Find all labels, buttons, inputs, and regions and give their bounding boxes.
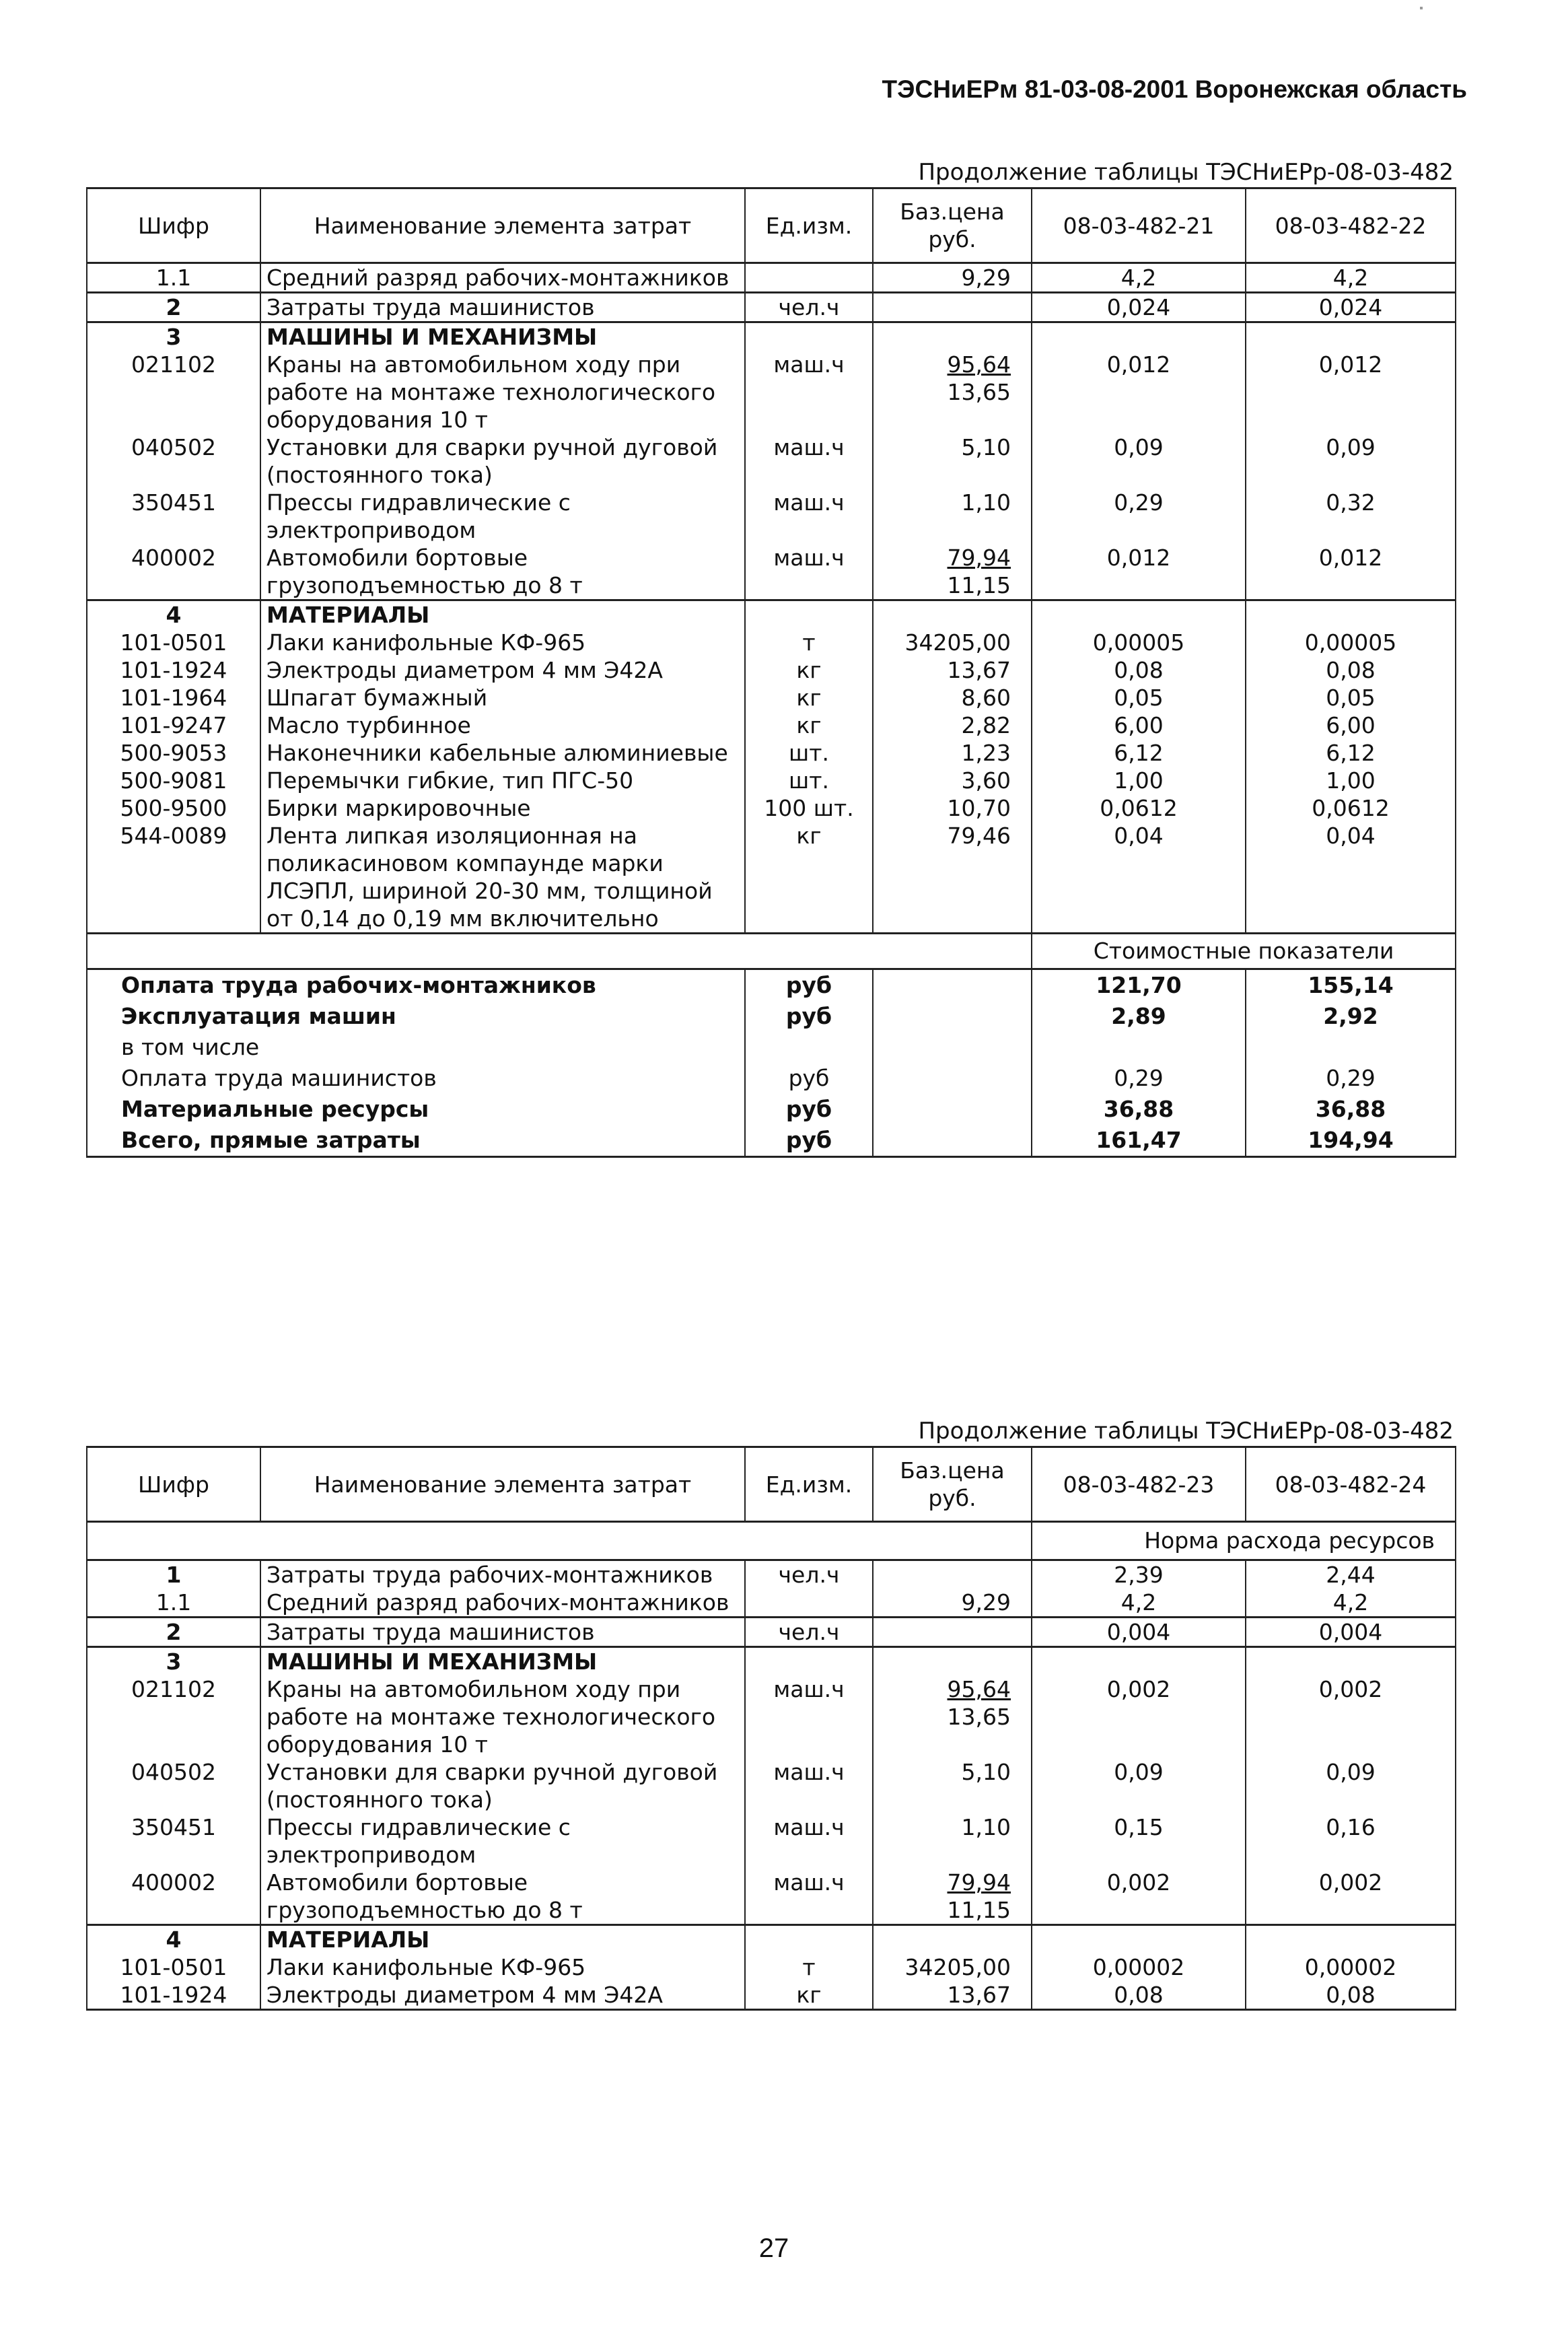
row-unit: маш.ч <box>745 544 873 600</box>
norm-caption-row <box>87 1522 1456 1560</box>
summary-label: Оплата труда рабочих-монтажников <box>87 969 745 1002</box>
summary-value-a: 2,89 <box>1032 1001 1246 1032</box>
row-code: 101-1964 <box>87 684 260 712</box>
row-code: 2 <box>87 1618 260 1647</box>
table-row <box>87 656 1456 684</box>
row-price <box>873 1758 1032 1813</box>
row-price <box>873 794 1032 822</box>
row-unit: кг <box>745 822 873 934</box>
norm-caption: Норма расхода ресурсов <box>1032 1522 1456 1560</box>
summary-empty <box>873 1032 1032 1063</box>
summary-value-b: 36,88 <box>1246 1094 1456 1125</box>
summary-empty <box>873 969 1032 1002</box>
row-unit: кг <box>745 1981 873 2010</box>
row-name: Наконечники кабельные алюминиевые <box>260 739 745 767</box>
row-value-a: 0,29 <box>1032 489 1246 544</box>
price-value: 13,67 <box>947 1982 1011 2008</box>
row-name: Средний разряд рабочих-монтажников <box>260 1589 745 1618</box>
summary-row <box>87 1001 1456 1032</box>
row-price <box>873 433 1032 489</box>
row-value-a: 4,2 <box>1032 1589 1246 1618</box>
summary-row <box>87 1125 1456 1157</box>
row-value-b <box>1246 322 1456 351</box>
row-name: Прессы гидравлические с электроприводом <box>260 489 745 544</box>
row-price <box>873 1560 1032 1589</box>
row-code: 3 <box>87 322 260 351</box>
price-value: 13,67 <box>947 657 1011 683</box>
row-price <box>873 1925 1032 1954</box>
row-value-a: 0,0612 <box>1032 794 1246 822</box>
row-name: Лаки канифольные КФ-965 <box>260 629 745 656</box>
row-code: 500-9053 <box>87 739 260 767</box>
table-row <box>87 712 1456 739</box>
row-value-b: 0,00005 <box>1246 629 1456 656</box>
row-value-b: 0,004 <box>1246 1618 1456 1647</box>
row-code: 2 <box>87 293 260 322</box>
row-value-b: 0,04 <box>1246 822 1456 934</box>
row-value-b: 0,08 <box>1246 656 1456 684</box>
row-unit <box>745 322 873 351</box>
row-name: Установки для сварки ручной дуговой (постоянного тока) <box>260 1758 745 1813</box>
row-name: МАШИНЫ И МЕХАНИЗМЫ <box>260 1647 745 1676</box>
table-row <box>87 629 1456 656</box>
row-code: 101-1924 <box>87 656 260 684</box>
row-value-a <box>1032 1925 1246 1954</box>
row-name: Краны на автомобильном ходу при работе на монтаже технологического оборудования 10 т <box>260 351 745 433</box>
row-unit: чел.ч <box>745 1618 873 1647</box>
row-code: 400002 <box>87 544 260 600</box>
table-row <box>87 293 1456 322</box>
summary-value-b: 0,29 <box>1246 1063 1456 1094</box>
row-value-b: 6,12 <box>1246 739 1456 767</box>
row-code: 101-0501 <box>87 1953 260 1981</box>
price-value: 1,10 <box>961 1814 1011 1840</box>
col-a-header: 08-03-482-23 <box>1032 1447 1246 1522</box>
row-code: 400002 <box>87 1869 260 1925</box>
table-row <box>87 684 1456 712</box>
row-value-a: 4,2 <box>1032 263 1246 293</box>
row-value-b: 0,05 <box>1246 684 1456 712</box>
price-value: 5,10 <box>961 1759 1011 1785</box>
summary-unit: руб <box>745 1001 873 1032</box>
summary-empty <box>873 1063 1032 1094</box>
row-name: Прессы гидравлические с электроприводом <box>260 1813 745 1869</box>
row-name: Затраты труда рабочих-монтажников <box>260 1560 745 1589</box>
row-unit: 100 шт. <box>745 794 873 822</box>
price-value: 34205,00 <box>904 1954 1011 1980</box>
table-row <box>87 351 1456 433</box>
summary-empty <box>873 1094 1032 1125</box>
row-code: 101-9247 <box>87 712 260 739</box>
row-unit: маш.ч <box>745 1813 873 1869</box>
row-value-b: 0,09 <box>1246 433 1456 489</box>
row-value-b: 0,09 <box>1246 1758 1456 1813</box>
row-price <box>873 1981 1032 2010</box>
row-price <box>873 544 1032 600</box>
row-price <box>873 767 1032 794</box>
price-value: 2,82 <box>961 712 1011 738</box>
row-value-b: 1,00 <box>1246 767 1456 794</box>
summary-row <box>87 1032 1456 1063</box>
row-unit <box>745 1925 873 1954</box>
price-value: 9,29 <box>961 265 1011 291</box>
row-code: 1 <box>87 1560 260 1589</box>
summary-value-a <box>1032 1032 1246 1063</box>
row-value-a: 0,012 <box>1032 351 1246 433</box>
row-value-a: 2,39 <box>1032 1560 1246 1589</box>
row-value-a: 0,15 <box>1032 1813 1246 1869</box>
row-code: 4 <box>87 600 260 629</box>
row-value-b: 0,002 <box>1246 1675 1456 1758</box>
row-code: 021102 <box>87 351 260 433</box>
col-b-header: 08-03-482-22 <box>1246 188 1456 263</box>
price-value: 10,70 <box>947 795 1011 821</box>
row-code: 3 <box>87 1647 260 1676</box>
price-value: 79,94 <box>947 545 1011 571</box>
table-row <box>87 600 1456 629</box>
table-row <box>87 322 1456 351</box>
row-unit: шт. <box>745 739 873 767</box>
table-header-row <box>87 1447 1456 1522</box>
row-unit: маш.ч <box>745 433 873 489</box>
summary-empty <box>873 1001 1032 1032</box>
row-unit: кг <box>745 712 873 739</box>
table-row <box>87 822 1456 934</box>
row-value-a: 1,00 <box>1032 767 1246 794</box>
row-name: Лента липкая изоляционная на поликасиновом компаунде марки ЛСЭПЛ, шириной 20-30 мм, толщиной от 0,14 до 0,19 мм включительно <box>260 822 745 934</box>
scan-dot <box>1420 7 1423 9</box>
row-value-a: 0,09 <box>1032 433 1246 489</box>
resource-table-2 <box>86 1446 1456 2011</box>
summary-value-b: 2,92 <box>1246 1001 1456 1032</box>
summary-value-b <box>1246 1032 1456 1063</box>
table-caption-1: Продолжение таблицы ТЭСНиЕРр-08-03-482 <box>918 159 1454 186</box>
row-price <box>873 293 1032 322</box>
summary-value-a: 36,88 <box>1032 1094 1246 1125</box>
table-row <box>87 1981 1456 2010</box>
row-unit: шт. <box>745 767 873 794</box>
row-value-a: 0,00002 <box>1032 1953 1246 1981</box>
row-code: 350451 <box>87 489 260 544</box>
row-code: 021102 <box>87 1675 260 1758</box>
table-row <box>87 489 1456 544</box>
summary-label: Материальные ресурсы <box>87 1094 745 1125</box>
row-value-b: 0,024 <box>1246 293 1456 322</box>
summary-unit <box>745 1032 873 1063</box>
summary-unit: руб <box>745 1094 873 1125</box>
row-code: 544-0089 <box>87 822 260 934</box>
row-value-a <box>1032 1647 1246 1676</box>
row-price <box>873 822 1032 934</box>
row-value-a <box>1032 600 1246 629</box>
summary-label: Эксплуатация машин <box>87 1001 745 1032</box>
row-price <box>873 351 1032 433</box>
row-price <box>873 629 1032 656</box>
row-name: Затраты труда машинистов <box>260 1618 745 1647</box>
row-value-b: 4,2 <box>1246 263 1456 293</box>
summary-empty <box>873 1125 1032 1157</box>
row-value-b: 4,2 <box>1246 1589 1456 1618</box>
row-unit <box>745 1589 873 1618</box>
table-header-row <box>87 188 1456 263</box>
row-value-b: 6,00 <box>1246 712 1456 739</box>
row-value-b <box>1246 600 1456 629</box>
table-row <box>87 1589 1456 1618</box>
price-value: 34205,00 <box>904 629 1011 656</box>
table-row <box>87 1953 1456 1981</box>
row-value-a: 0,08 <box>1032 656 1246 684</box>
row-price <box>873 684 1032 712</box>
row-code: 1.1 <box>87 1589 260 1618</box>
row-value-b: 0,32 <box>1246 489 1456 544</box>
table-row <box>87 767 1456 794</box>
price-secondary-value: 11,15 <box>947 572 1011 598</box>
row-value-b: 0,08 <box>1246 1981 1456 2010</box>
col-a-header: 08-03-482-21 <box>1032 188 1246 263</box>
col-code-header: Шифр <box>87 188 260 263</box>
summary-value-a: 161,47 <box>1032 1125 1246 1157</box>
row-code: 040502 <box>87 433 260 489</box>
row-value-a: 0,04 <box>1032 822 1246 934</box>
summary-value-b: 194,94 <box>1246 1125 1456 1157</box>
row-value-a: 0,002 <box>1032 1869 1246 1925</box>
row-value-b <box>1246 1647 1456 1676</box>
row-unit <box>745 600 873 629</box>
row-value-b: 0,012 <box>1246 544 1456 600</box>
row-value-b: 0,0612 <box>1246 794 1456 822</box>
col-code-header: Шифр <box>87 1447 260 1522</box>
row-price <box>873 489 1032 544</box>
row-price <box>873 1675 1032 1758</box>
summary-unit: руб <box>745 1125 873 1157</box>
table-row <box>87 1813 1456 1869</box>
summary-row <box>87 1063 1456 1094</box>
row-code: 101-1924 <box>87 1981 260 2010</box>
row-unit: кг <box>745 656 873 684</box>
row-code: 1.1 <box>87 263 260 293</box>
table-row <box>87 1647 1456 1676</box>
document-header: ТЭСНиЕРм 81-03-08-2001 Воронежская область <box>882 75 1467 103</box>
table-caption-2: Продолжение таблицы ТЭСНиЕРр-08-03-482 <box>918 1418 1454 1445</box>
row-code: 101-0501 <box>87 629 260 656</box>
price-value: 3,60 <box>961 767 1011 794</box>
row-value-a: 0,002 <box>1032 1675 1246 1758</box>
summary-value-a: 121,70 <box>1032 969 1246 1002</box>
col-price-header: Баз.цена руб. <box>873 188 1032 263</box>
row-unit: т <box>745 1953 873 1981</box>
summary-value-b: 155,14 <box>1246 969 1456 1002</box>
row-code: 500-9081 <box>87 767 260 794</box>
summary-label: Всего, прямые затраты <box>87 1125 745 1157</box>
row-value-a: 0,00005 <box>1032 629 1246 656</box>
table-row <box>87 794 1456 822</box>
row-value-b: 0,00002 <box>1246 1953 1456 1981</box>
price-secondary-value: 13,65 <box>947 379 1011 405</box>
col-price-header: Баз.цена руб. <box>873 1447 1032 1522</box>
row-value-a: 0,004 <box>1032 1618 1246 1647</box>
table-row <box>87 1675 1456 1758</box>
table-row <box>87 739 1456 767</box>
row-value-b: 2,44 <box>1246 1560 1456 1589</box>
row-unit <box>745 263 873 293</box>
row-code: 4 <box>87 1925 260 1954</box>
summary-row <box>87 1094 1456 1125</box>
cost-caption: Стоимостные показатели <box>1032 934 1456 969</box>
row-value-a: 0,024 <box>1032 293 1246 322</box>
col-unit-header: Ед.изм. <box>745 188 873 263</box>
row-name: Перемычки гибкие, тип ПГС-50 <box>260 767 745 794</box>
row-unit: маш.ч <box>745 1675 873 1758</box>
row-unit: чел.ч <box>745 293 873 322</box>
row-unit: маш.ч <box>745 351 873 433</box>
row-name: Бирки маркировочные <box>260 794 745 822</box>
price-value: 8,60 <box>961 685 1011 711</box>
row-name: Электроды диаметром 4 мм Э42А <box>260 1981 745 2010</box>
row-price <box>873 1589 1032 1618</box>
row-name: Краны на автомобильном ходу при работе на монтаже технологического оборудования 10 т <box>260 1675 745 1758</box>
row-name: Установки для сварки ручной дуговой (постоянного тока) <box>260 433 745 489</box>
row-value-a: 0,09 <box>1032 1758 1246 1813</box>
price-value: 95,64 <box>947 1676 1011 1702</box>
row-unit: маш.ч <box>745 1869 873 1925</box>
cost-caption-row <box>87 934 1456 969</box>
table-row <box>87 1869 1456 1925</box>
page-number: 27 <box>758 2233 789 2263</box>
price-value: 5,10 <box>961 434 1011 460</box>
row-name: Лаки канифольные КФ-965 <box>260 1953 745 1981</box>
row-unit: кг <box>745 684 873 712</box>
row-unit: т <box>745 629 873 656</box>
row-price <box>873 1618 1032 1647</box>
price-secondary-value: 11,15 <box>947 1897 1011 1923</box>
row-price <box>873 739 1032 767</box>
price-value: 1,23 <box>961 740 1011 766</box>
row-unit <box>745 1647 873 1676</box>
row-name: Средний разряд рабочих-монтажников <box>260 263 745 293</box>
row-name: Автомобили бортовые грузоподъемностью до 8 т <box>260 544 745 600</box>
row-price <box>873 712 1032 739</box>
row-name: МАТЕРИАЛЫ <box>260 1925 745 1954</box>
row-name: Затраты труда машинистов <box>260 293 745 322</box>
row-code: 500-9500 <box>87 794 260 822</box>
col-name-header: Наименование элемента затрат <box>260 188 745 263</box>
row-code: 040502 <box>87 1758 260 1813</box>
row-price <box>873 322 1032 351</box>
resource-table-1 <box>86 187 1456 1158</box>
summary-value-a: 0,29 <box>1032 1063 1246 1094</box>
row-value-b: 0,16 <box>1246 1813 1456 1869</box>
row-price <box>873 1647 1032 1676</box>
row-unit: чел.ч <box>745 1560 873 1589</box>
row-price <box>873 263 1032 293</box>
price-secondary-value: 13,65 <box>947 1704 1011 1730</box>
row-name: МАТЕРИАЛЫ <box>260 600 745 629</box>
row-price <box>873 1813 1032 1869</box>
row-value-a: 6,00 <box>1032 712 1246 739</box>
table-row <box>87 1758 1456 1813</box>
row-value-b <box>1246 1925 1456 1954</box>
col-name-header: Наименование элемента затрат <box>260 1447 745 1522</box>
price-value: 1,10 <box>961 489 1011 516</box>
table-row <box>87 263 1456 293</box>
summary-unit: руб <box>745 1063 873 1094</box>
row-value-a: 0,08 <box>1032 1981 1246 2010</box>
row-value-a <box>1032 322 1246 351</box>
row-value-b: 0,002 <box>1246 1869 1456 1925</box>
price-value: 95,64 <box>947 351 1011 378</box>
col-unit-header: Ед.изм. <box>745 1447 873 1522</box>
row-name: Автомобили бортовые грузоподъемностью до 8 т <box>260 1869 745 1925</box>
summary-label: в том числе <box>87 1032 745 1063</box>
row-name: Масло турбинное <box>260 712 745 739</box>
table-row <box>87 1618 1456 1647</box>
row-value-a: 0,012 <box>1032 544 1246 600</box>
table-row <box>87 544 1456 600</box>
row-value-b: 0,012 <box>1246 351 1456 433</box>
row-value-a: 6,12 <box>1032 739 1246 767</box>
row-price <box>873 1953 1032 1981</box>
row-price <box>873 600 1032 629</box>
price-value: 79,46 <box>947 823 1011 849</box>
row-price <box>873 1869 1032 1925</box>
table-row <box>87 1925 1456 1954</box>
summary-label: Оплата труда машинистов <box>87 1063 745 1094</box>
table-row <box>87 1560 1456 1589</box>
row-code: 350451 <box>87 1813 260 1869</box>
row-value-a: 0,05 <box>1032 684 1246 712</box>
row-name: МАШИНЫ И МЕХАНИЗМЫ <box>260 322 745 351</box>
row-unit: маш.ч <box>745 489 873 544</box>
row-name: Электроды диаметром 4 мм Э42А <box>260 656 745 684</box>
row-name: Шпагат бумажный <box>260 684 745 712</box>
col-b-header: 08-03-482-24 <box>1246 1447 1456 1522</box>
table-row <box>87 433 1456 489</box>
summary-unit: руб <box>745 969 873 1002</box>
row-price <box>873 656 1032 684</box>
summary-row <box>87 969 1456 1002</box>
row-unit: маш.ч <box>745 1758 873 1813</box>
price-value: 79,94 <box>947 1869 1011 1896</box>
price-value: 9,29 <box>961 1589 1011 1616</box>
